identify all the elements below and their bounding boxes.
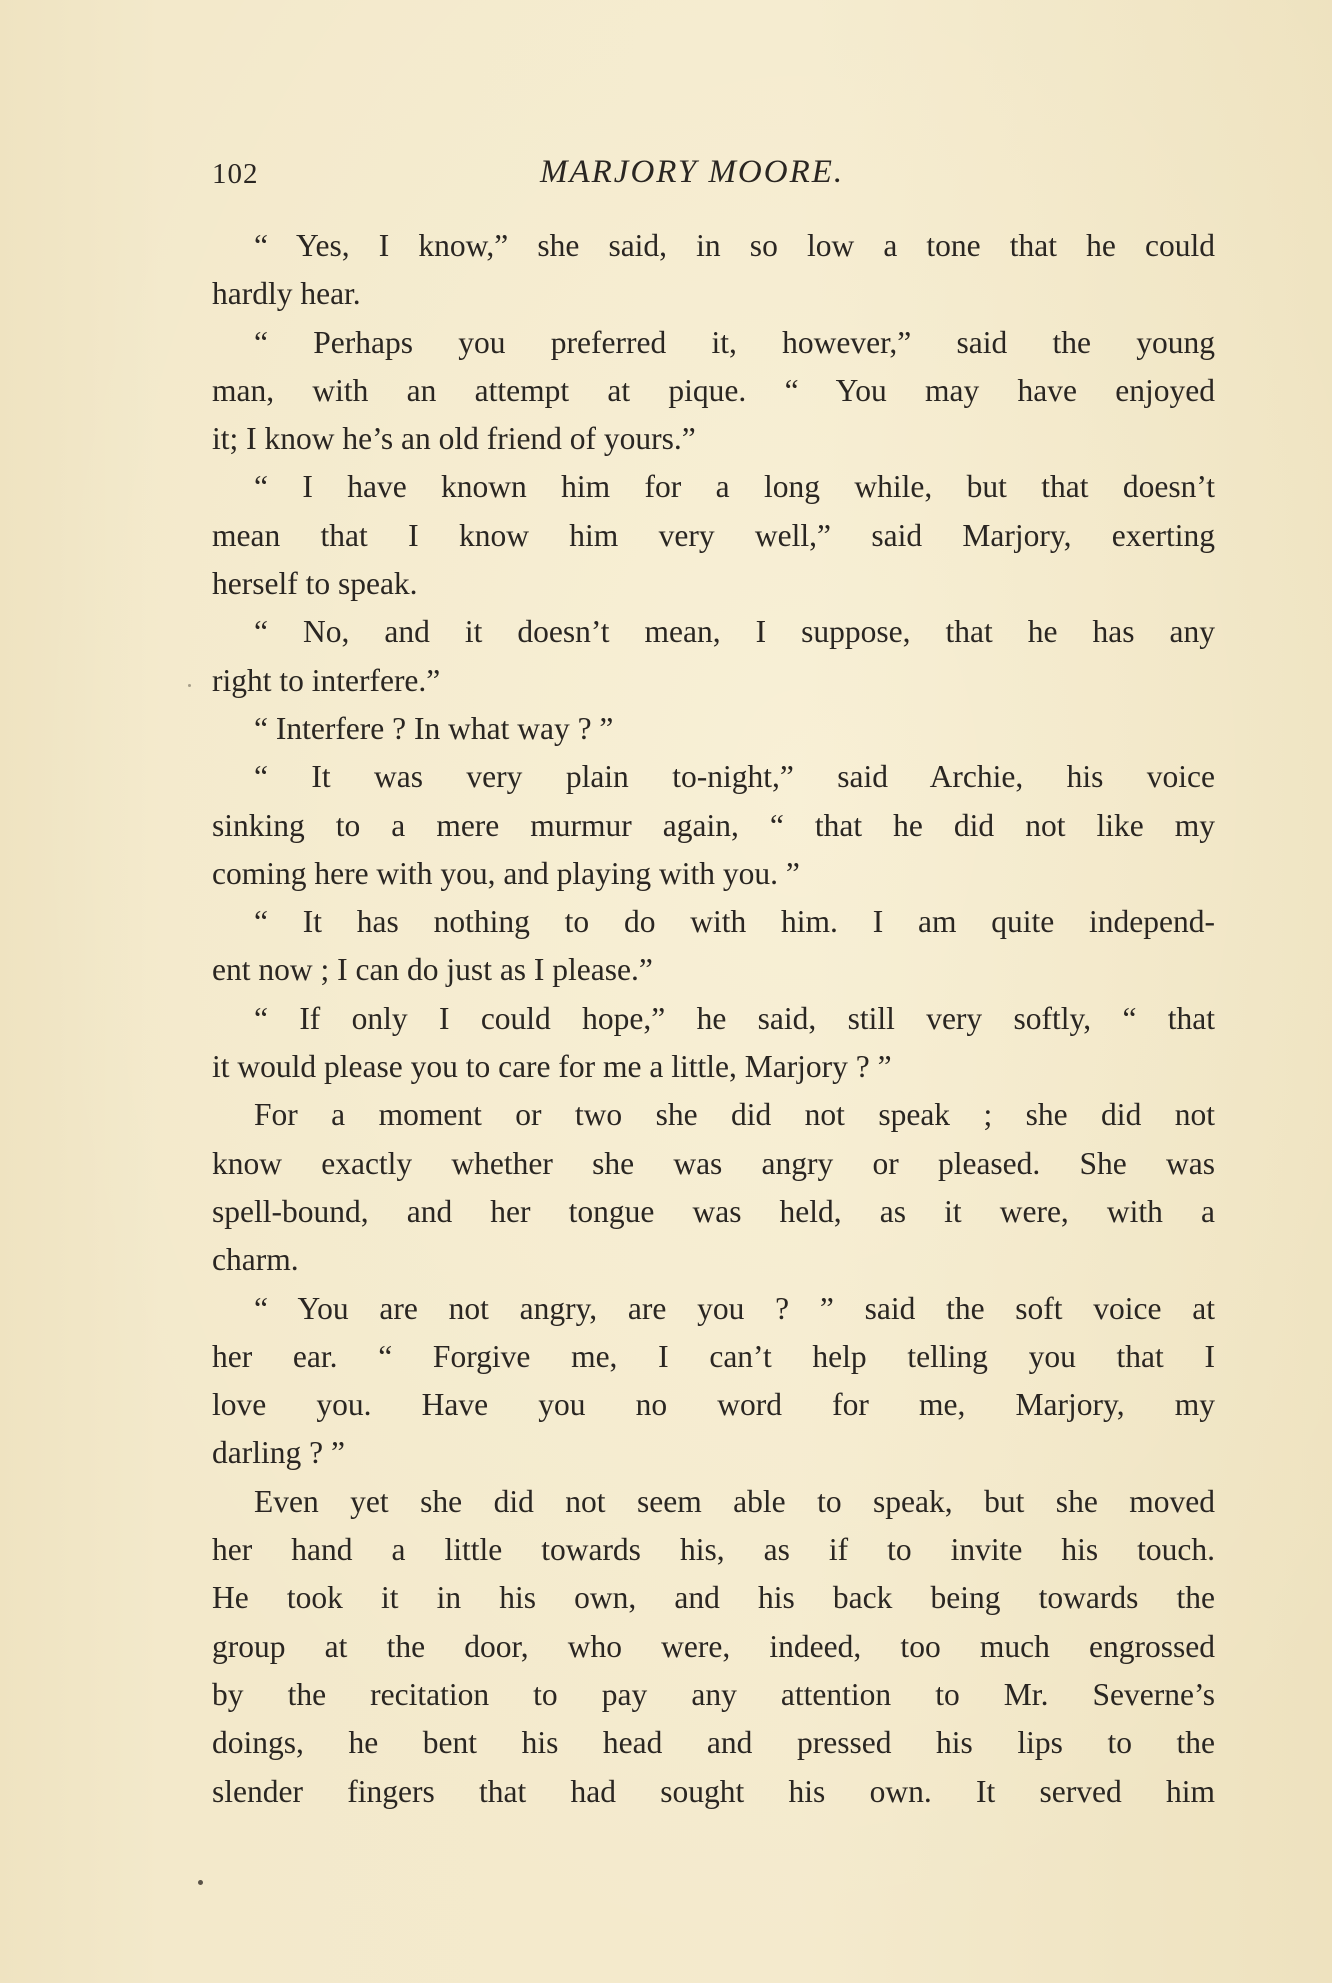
text-line: Even yet she did not seem able to speak, but she moved: [254, 1483, 1215, 1519]
text-line: by the recitation to pay any attention to Mr. Severne’s: [212, 1676, 1215, 1712]
text-line: it would please you to care for me a little, Marjory ? ”: [212, 1049, 892, 1085]
text-line: her hand a little towards his, as if to invite his touch.: [212, 1532, 1215, 1568]
text-line: “ Interfere ? In what way ? ”: [254, 710, 614, 746]
text-line: “ If only I could hope,” he said, still very softly, “ that: [254, 1000, 1215, 1036]
text-line: charm.: [212, 1242, 299, 1278]
text-line: her ear. “ Forgive me, I can’t help telling you that I: [212, 1338, 1215, 1374]
running-head: [0, 150, 1332, 200]
text-line: hardly hear.: [212, 276, 361, 312]
text-line: “ I have known him for a long while, but that doesn’t: [254, 469, 1215, 505]
text-line: love you. Have you no word for me, Marjory, my: [212, 1387, 1215, 1423]
text-line: “ Perhaps you preferred it, however,” said the young: [254, 324, 1215, 360]
text-line: group at the door, who were, indeed, too much engrossed: [212, 1628, 1215, 1664]
text-line: “ It has nothing to do with him. I am quite independ-: [254, 904, 1215, 940]
text-line: know exactly whether she was angry or pleased. She was: [212, 1145, 1215, 1181]
paper-speck: [188, 684, 191, 687]
text-line: it; I know he’s an old friend of yours.”: [212, 421, 696, 457]
text-line: mean that I know him very well,” said Marjory, exerting: [212, 517, 1215, 553]
text-line: He took it in his own, and his back being towards the: [212, 1580, 1215, 1616]
text-line: sinking to a mere murmur again, “ that he did not like my: [212, 807, 1215, 843]
page-number: 102: [212, 158, 259, 190]
text-line: darling ? ”: [212, 1435, 345, 1471]
text-line: coming here with you, and playing with you. ”: [212, 855, 800, 891]
text-line: man, with an attempt at pique. “ You may have enjoyed: [212, 372, 1215, 408]
text-line: spell-bound, and her tongue was held, as it were, with a: [212, 1193, 1215, 1229]
text-line: “ Yes, I know,” she said, in so low a tone that he could: [254, 228, 1215, 263]
text-line: herself to speak.: [212, 566, 418, 602]
text-line: slender fingers that had sought his own. It served him: [212, 1773, 1215, 1809]
paper-speck: [198, 1880, 203, 1885]
body-text: [212, 222, 1215, 1816]
running-title: MARJORY MOORE.: [540, 154, 845, 190]
text-line: For a moment or two she did not speak ; she did not: [254, 1097, 1215, 1133]
text-line: right to interfere.”: [212, 662, 441, 698]
text-line: doings, he bent his head and pressed his lips to the: [212, 1725, 1215, 1761]
text-line: “ No, and it doesn’t mean, I suppose, that he has any: [254, 614, 1215, 650]
text-line: ent now ; I can do just as I please.”: [212, 952, 653, 988]
text-line: “ You are not angry, are you ? ” said the soft voice at: [254, 1290, 1215, 1326]
text-line: “ It was very plain to-night,” said Archie, his voice: [254, 759, 1215, 795]
